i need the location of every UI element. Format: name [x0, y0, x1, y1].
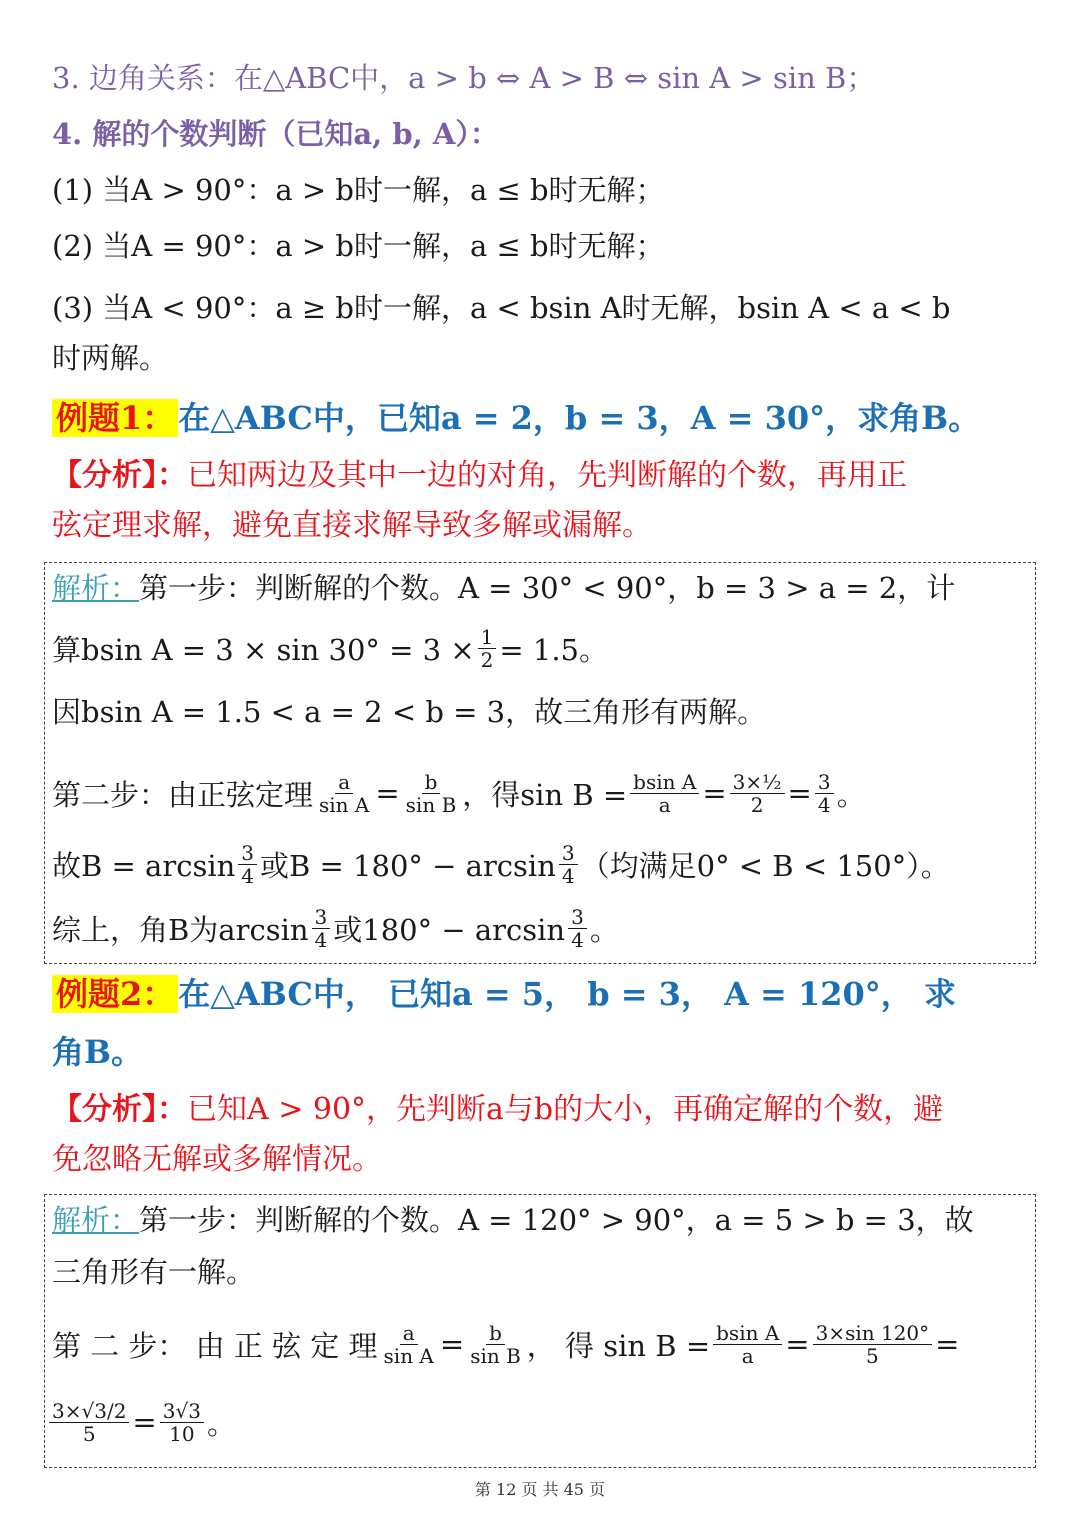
step-2-mid: ，得sin B = [462, 777, 628, 812]
case-2: (2) 当A = 90°：a > b时一解，a ≤ b时无解； [52, 229, 665, 263]
example-2-analysis-line-2: 免忽略无解或多解情况。 [52, 1142, 382, 1177]
fraction-bsinA-over-a: $\frac{\text{bsin A}}{a}$ [630, 771, 699, 816]
fraction-one-half: $\frac{1}{2}$ [478, 626, 497, 671]
example-1-step-1 [52, 566, 1036, 610]
calc-suffix: = 1.5。 [499, 632, 609, 667]
period: 。 [206, 1406, 236, 1441]
summary-part-a: 综上，角B为arcsin [52, 912, 309, 947]
fraction-a-over-sinA: $\frac{a}{\text{sin A}}$ [319, 769, 370, 817]
example-1-question [52, 394, 1036, 442]
answer-part-a: 故B = arcsin [52, 848, 236, 883]
answer-part-b: 或B = 180° − arcsin [260, 848, 556, 883]
page-footer: 第 12 页 共 45 页 [474, 1480, 606, 1499]
case-3-line-1: (3) 当A < 90°：a ≥ b时一解，a < bsin A时无解，bsin A < a < b [52, 291, 951, 325]
example-2-step-1 [52, 1198, 1036, 1242]
example-1-step-2 [52, 758, 1030, 828]
example-2-label: 例题2： [52, 975, 178, 1013]
equals-sign: = [935, 1327, 960, 1361]
fraction-b-over-sinB: $\frac{b}{\text{sin B}}$ [405, 769, 457, 817]
answer-part-c: （均满足0° < B < 150°）。 [580, 848, 950, 883]
period: 。 [589, 912, 619, 947]
fraction-three-quarters: $\frac{3}{4}$ [815, 771, 834, 816]
example-2-result [46, 1384, 1030, 1460]
example-2-analysis-line-1 [52, 1088, 1036, 1132]
period: 。 [836, 777, 866, 812]
equals-sign: = [702, 776, 727, 810]
example-2-analysis-text-1: 已知A > 90°，先判断a与b的大小，再确定解的个数，避 [187, 1092, 944, 1127]
example-1-question-text: 在△ABC中，已知a = 2，b = 3，A = 30°，求角B。 [178, 399, 981, 437]
fraction-three-quarters: $\frac{3}{4}$ [238, 842, 257, 887]
example-2-step-2 [52, 1312, 1030, 1376]
example-1-analysis-text-1: 已知两边及其中一边的对角，先判断解的个数，再用正 [187, 458, 907, 493]
case-1: (1) 当A > 90°：a > b时一解，a ≤ b时无解； [52, 173, 665, 207]
fraction-3-sqrt3-half-over-5: $\frac{3\times√3/2}{5}$ [49, 1400, 129, 1445]
example-1-step-1-text: 第一步：判断解的个数。A = 30° < 90°，b = 3 > a = 2，计 [139, 571, 956, 605]
fraction-3sqrt3-over-10: $\frac{3√3}{10}$ [160, 1400, 204, 1445]
example-2-step-1-text: 第一步：判断解的个数。A = 120° > 90°，a = 5 > b = 3，故 [139, 1203, 974, 1237]
case-3-line-2: 时两解。 [52, 341, 169, 375]
equals-sign: = [375, 776, 400, 810]
step-2-mid: ， 得 sin B = [526, 1328, 711, 1363]
equals-sign: = [132, 1405, 157, 1439]
equals-sign: = [787, 776, 812, 810]
example-1-analysis-line-2: 弦定理求解，避免直接求解导致多解或漏解。 [52, 508, 652, 543]
example-1-solution-label: 解析： [52, 571, 140, 605]
example-2-solution-label: 解析： [52, 1203, 140, 1237]
example-1-calc-line [52, 618, 1030, 678]
fraction-3-half-over-2: $\frac{\text{3×½}}{2}$ [730, 771, 785, 816]
fraction-three-quarters: $\frac{3}{4}$ [559, 842, 578, 887]
example-2-question-line-1 [52, 970, 1036, 1018]
example-2-question-line-2: 角B。 [52, 1033, 144, 1071]
equals-sign: = [785, 1327, 810, 1361]
example-1-step-1-conclusion: 因bsin A = 1.5 < a = 2 < b = 3，故三角形有两解。 [52, 695, 767, 729]
example-1-answers [52, 834, 1030, 894]
fraction-bsinA-over-a: $\frac{\text{bsin A}}{a}$ [713, 1322, 782, 1367]
example-1-analysis-label: 【分析】： [52, 458, 187, 493]
fraction-three-quarters: $\frac{3}{4}$ [568, 906, 587, 951]
fraction-b-over-sinB: $\frac{b}{\text{sin B}}$ [470, 1320, 521, 1368]
example-1-summary [52, 898, 1030, 958]
example-1-analysis-line-1 [52, 454, 1036, 498]
fraction-a-over-sinA: $\frac{a}{\text{sin A}}$ [383, 1320, 434, 1368]
example-2-analysis-label: 【分析】： [52, 1092, 187, 1127]
fraction-three-quarters: $\frac{3}{4}$ [312, 906, 331, 951]
example-2-step-1-conclusion: 三角形有一解。 [52, 1255, 256, 1289]
example-2-question-text: 在△ABC中， 已知a = 5， b = 3， A = 120°， 求 [178, 975, 956, 1013]
section-4-title: 4. 解的个数判断（已知a, b, A）： [52, 117, 499, 151]
calc-prefix: 算bsin A = 3 × sin 30° = 3 × [52, 632, 475, 667]
step-2-prefix: 第二步：由正弦定理 [52, 777, 314, 812]
summary-part-b: 或180° − arcsin [333, 912, 566, 947]
fraction-3sin120-over-5: $\frac{3\times\sin 120^\circ}{5}$ [813, 1322, 933, 1367]
equals-sign: = [439, 1327, 465, 1361]
example-1-label: 例题1： [52, 399, 178, 437]
section-3-relation: 3. 边角关系：在△ABC中，a > b ⇔ A > B ⇔ sin A > sin B； [52, 61, 876, 95]
step-2-prefix: 第 二 步： 由 正 弦 定 理 [52, 1328, 378, 1363]
